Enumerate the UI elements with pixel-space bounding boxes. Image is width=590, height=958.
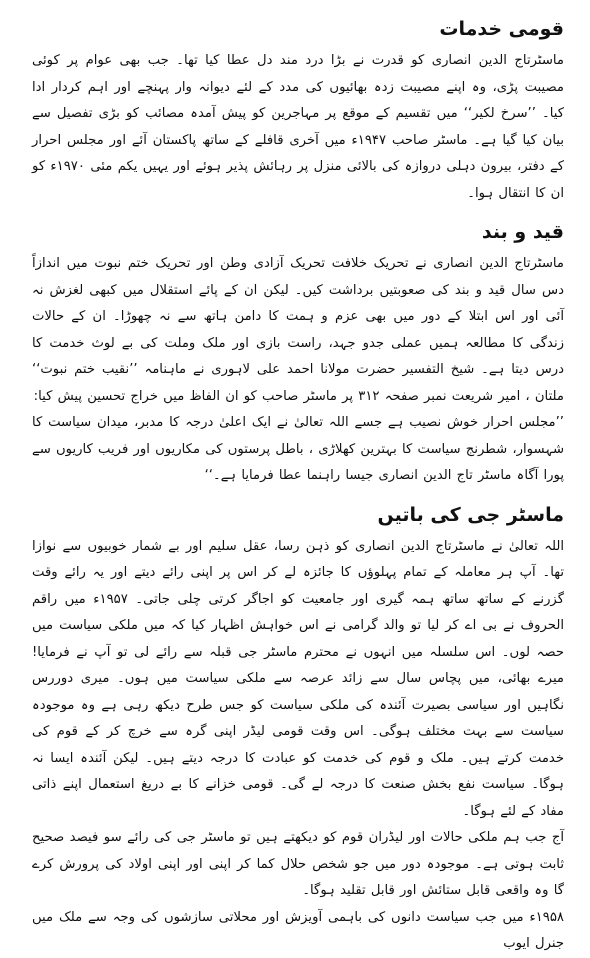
paragraph-master-ji-advice: اللہ تعالیٰ نے ماسٹرتاج الدین انصاری کو ذہن رسا، عقل سلیم اور بے شمار خوبیوں سے نوازا تھا۔ آپ ہر معاملہ کے تمام پہلوؤں کا جائزہ لے کر اس پر اپنی رائے دیتے اور یہ رائے وقت گزرنے کے ساتھ ساتھ ہمہ گیری اور جامعیت کو اجاگر کرتی چلی جاتی۔ ۱۹۵۷ء میں راقم الحروف نے بی اے کر لیا تو والد گرامی نے اس خواہش اظہار کیا کہ میں ملکی سیاست میں حصہ لوں۔ اس سلسلہ میں انہوں نے محترم ماسٹر جی قبلہ سے رائے لی تو آپ نے فرمایا! میرے بھائی، میں پچاس سال سے زائد عرصہ سے ملکی سیاست میں ہوں۔ میری دوررس نگاہیں اور سیاسی بصیرت آئندہ کی ملکی سیاست کو جس طرح دیکھ رہی ہے وہ موجودہ سیاست سے بہت مختلف ہوگی۔ اس وقت قومی لیڈر اپنی گرہ سے خرچ کر کے قوم کی خدمت کرتے ہیں۔ ملک و قوم کی خدمت کو عبادت کا درجہ دیتے ہیں۔ لیکن آئندہ ایسا نہ ہوگا۔ سیاست نفع بخش صنعت کا درجہ لے گی۔ قومی خزانے کا بے دریغ استعمال اپنے ذاتی مفاد کے لئے ہوگا۔ [32, 538, 564, 819]
paragraph-present-day: آج جب ہم ملکی حالات اور لیڈران قوم کو دیکھتے ہیں تو ماسٹر جی کی رائے سو فیصد صحیح ثابت ہوتی ہے۔ موجودہ دور میں جو شخص حلال کما کر اپنی اور اپنی اولاد کی پرورش کرے گا وہ واقعی قابل ستائش اور قابل تقلید ہوگا۔ [32, 830, 564, 898]
section-heading-imprisonment: قید و بند [481, 221, 564, 243]
section-heading-national-service: قومی خدمات [439, 18, 564, 40]
paragraph-imprisonment: ماسٹرتاج الدین انصاری نے تحریک خلافت تحریک آزادی وطن اور تحریک ختم نبوت میں اندازاً دس سال قید و بند کی صعوبتیں برداشت کیں۔ لیکن ان کے پائے استقلال میں کبھی لغزش نہ آئی اور اس ابتلا کے دور میں بھی عزم و ہمت کا دامن ہاتھ سے نہ چھوڑا۔ ان کے حالات زندگی کا مطالعہ ہمیں عملی جدو جہد، راست بازی اور ملک وملت کی بے لوث خدمت کا درس دیتا ہے۔ شیخ التفسیر حضرت مولانا احمد علی لاہوری نے ماہنامہ ’’نقیب ختم نبوت‘‘ ملتان ، امیر شریعت نمبر صفحہ ۳۱۲ پر ماسٹر صاحب کو ان الفاظ میں خراج تحسین پیش کیا: [32, 256, 564, 404]
paragraph-national-service: ماسٹرتاج الدین انصاری کو قدرت نے بڑا درد مند دل عطا کیا تھا۔ جب بھی عوام پر کوئی مصیبت پڑی، وہ اپنے مصیبت زدہ بھائیوں کی مدد کے لئے دیوانہ وار پہنچے اور اہم کردار ادا کیا۔ ’’سرخ لکیر‘‘ میں تقسیم کے موقع پر مہاجرین کو پیش آمدہ مصائب کو بڑی تفصیل سے بیان کیا گیا ہے۔ ماسٹر صاحب ۱۹۴۷ء میں آخری قافلے کے ساتھ پاکستان آئے اور مجلس احرار کے دفتر، بیرون دہلی دروازہ کی بالائی منزل پر رہائش پذیر ہوئے اور یہیں یکم مئی ۱۹۷۰ء کو ان کا انتقال ہوا۔ [32, 53, 565, 201]
section-heading-master-ji-sayings: ماسٹر جی کی باتیں [377, 503, 564, 526]
paragraph-1958: ۱۹۵۸ء میں جب سیاست دانوں کی باہمی آویزش اور محلاتی سازشوں کی وجہ سے ملک میں جنرل ایوب [32, 909, 564, 951]
quote-tribute: ’’مجلس احرار خوش نصیب ہے جسے اللہ تعالیٰ نے ایک اعلیٰ درجہ کا مدبر، میدان سیاست کا شہسوار، شطرنج سیاست کا بہترین کھلاڑی ، باطل پرستوں کی مکاریوں اور فریب کاریوں سے پورا آگاہ ماسٹر تاج الدین انصاری جیسا راہنما عطا فرمایا ہے۔‘‘ [32, 415, 564, 483]
